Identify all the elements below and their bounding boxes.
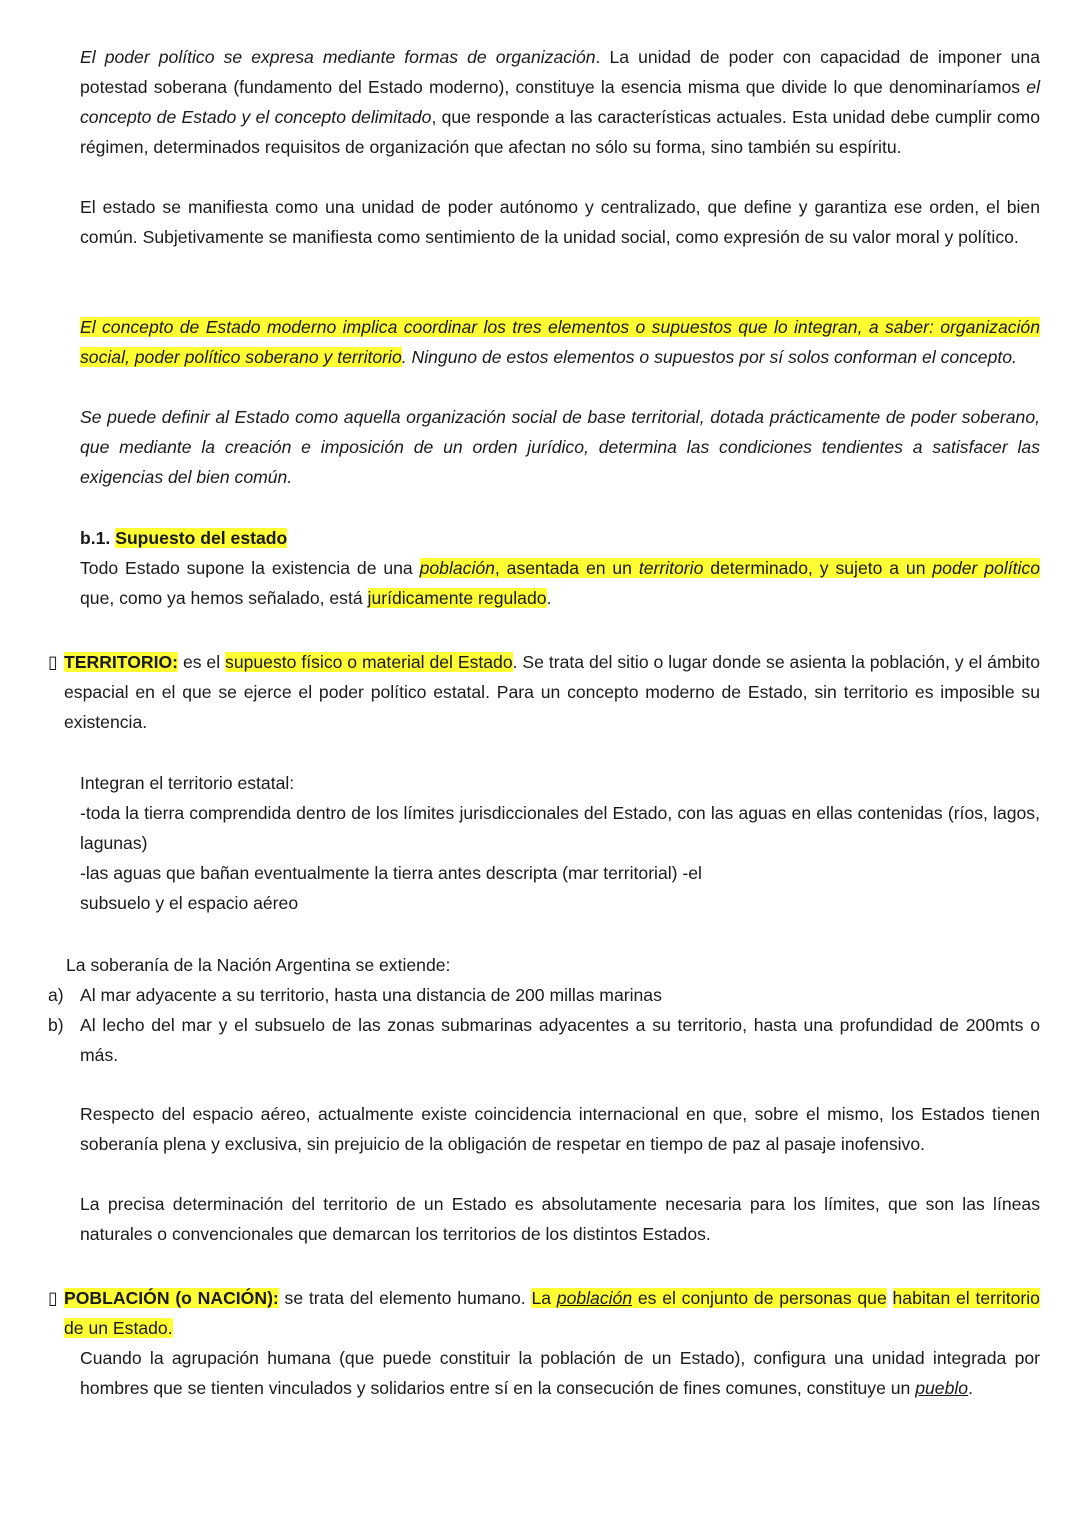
intro-paragraph-2: El estado se manifiesta como una unidad de poder autónomo y centralizado, que define y garantiza ese orden, el bien común. Subjetivamente se manifiesta como sentimiento de la unidad social, como expresión de su valor moral y político. — [80, 197, 1040, 247]
territorio-item-1: -toda la tierra comprendida dentro de los límites jurisdiccionales del Estado, con las aguas en ellas contenidas (ríos, lagos, lagunas) — [80, 803, 1040, 853]
intro-text-1: . La unidad de poder con capacidad de imponer una potestad soberana (fundamento del Estado moderno), constituye la esencia misma que divide lo que denominaríamos — [80, 47, 1040, 97]
intro-paragraph-1 — [80, 42, 1040, 162]
intro-italic-2: el concepto de Estado y el concepto delimitado — [80, 77, 1040, 127]
poblacion-paragraph — [64, 1283, 1040, 1343]
concept-paragraph-1 — [80, 312, 1040, 372]
territorio-bullet-icon: ▯ — [48, 652, 58, 672]
b1-juridicamente: jurídicamente regulado — [367, 588, 547, 608]
poblacion-text-2: La — [531, 1288, 557, 1308]
pueblo-text-1: Cuando la agrupación humana (que puede constituir la población de un Estado), configura una unidad integrada por hombres que se tienten vinculados y solidarios entre sí en la consecución de fines comunes, constituye un — [80, 1348, 1040, 1398]
poblacion-text-5: habitan el territorio de un Estado. — [64, 1288, 1040, 1338]
concept-paragraph-2: Se puede definir al Estado como aquella organización social de base territorial, dotada prácticamente de poder soberano, que mediante la creación e imposición de un orden jurídico, determina las condiciones tendientes a satisfacer las exigencias del bien común. — [80, 407, 1040, 487]
territorio-highlight: supuesto físico o material del Estado — [225, 652, 513, 672]
soberania-b-label: b) — [48, 1015, 64, 1035]
b1-text-3: determinado, y sujeto a un — [703, 558, 933, 578]
section-number: b.1. — [80, 528, 111, 548]
poblacion-label: POBLACIÓN (o NACIÓN): — [64, 1288, 279, 1308]
concept-highlight: El concepto de Estado moderno implica coordinar los tres elementos o supuestos que lo integran, a saber: organización social, poder político soberano y territorio — [80, 317, 1040, 367]
territorio-item-3: subsuelo y el espacio aéreo — [80, 893, 299, 913]
poblacion-text-3: es el — [632, 1288, 682, 1308]
pueblo-period: . — [968, 1378, 973, 1398]
b1-text-1: Todo Estado supone la existencia de una — [80, 558, 420, 578]
territorio-label: TERRITORIO: — [64, 652, 179, 672]
b1-comma: , — [494, 558, 500, 578]
b1-territorio: territorio — [638, 558, 704, 578]
poblacion-space — [887, 1288, 893, 1308]
soberania-a-label: a) — [48, 985, 64, 1005]
soberania-a-text: Al mar adyacente a su territorio, hasta una distancia de 200 millas marinas — [80, 985, 662, 1005]
poblacion-text-1: se trata del elemento humano. — [278, 1288, 532, 1308]
b1-poblacion: población — [419, 558, 495, 578]
espacio-aereo-paragraph: Respecto del espacio aéreo, actualmente existe coincidencia internacional en que, sobre el mismo, los Estados tienen soberanía plena y exclusiva, sin prejuicio de la obligación de respetar en tiempo de paz al pasaje inofensivo. — [80, 1104, 1040, 1154]
section-b1-paragraph — [80, 553, 1040, 613]
concept-text: . Ninguno de estos elementos o supuestos por sí solos conforman el concepto. — [401, 347, 1017, 367]
territorio-text-2: . Se trata del sitio o lugar donde se asienta la población, y el ámbito espacial en el que se ejerce el poder político estatal. Para un concepto moderno de Estado, sin territorio es imposible su existencia. — [64, 652, 1040, 732]
poblacion-word: población — [556, 1288, 633, 1308]
pueblo-word: pueblo — [915, 1378, 969, 1398]
section-title: Supuesto del estado — [115, 528, 288, 548]
poblacion-text-4: conjunto de personas que — [681, 1288, 887, 1308]
pueblo-paragraph — [80, 1343, 1040, 1403]
limites-paragraph: La precisa determinación del territorio de un Estado es absolutamente necesaria para los límites, que son las líneas naturales o convencionales que demarcan los territorios de los distintos Estados. — [80, 1194, 1040, 1244]
poblacion-bullet-icon: ▯ — [48, 1288, 58, 1308]
b1-poder-politico: poder político — [932, 558, 1040, 578]
section-heading-b1 — [80, 523, 1040, 553]
b1-text-4: que, como ya hemos señalado, está — [80, 588, 368, 608]
territorio-paragraph — [64, 647, 1040, 737]
territorio-item-2: -las aguas que bañan eventualmente la tierra antes descripta (mar territorial) -el — [80, 863, 702, 883]
intro-text-2: , que responde a las características actuales. Esta unidad debe cumplir como régimen, determinados requisitos de organización que afectan no sólo su forma, sino también su espíritu. — [80, 107, 1041, 157]
b1-period: . — [546, 588, 552, 608]
integran-heading: Integran el territorio estatal: — [80, 773, 295, 793]
intro-italic-1: El poder político se expresa mediante formas de organización — [80, 47, 596, 67]
soberania-b-text: Al lecho del mar y el subsuelo de las zonas submarinas adyacentes a su territorio, hasta una profundidad de 200mts o más. — [80, 1015, 1040, 1065]
territorio-text-1: es el — [178, 652, 226, 672]
soberania-intro: La soberanía de la Nación Argentina se extiende: — [66, 955, 451, 975]
b1-text-2: asentada en un — [499, 558, 639, 578]
